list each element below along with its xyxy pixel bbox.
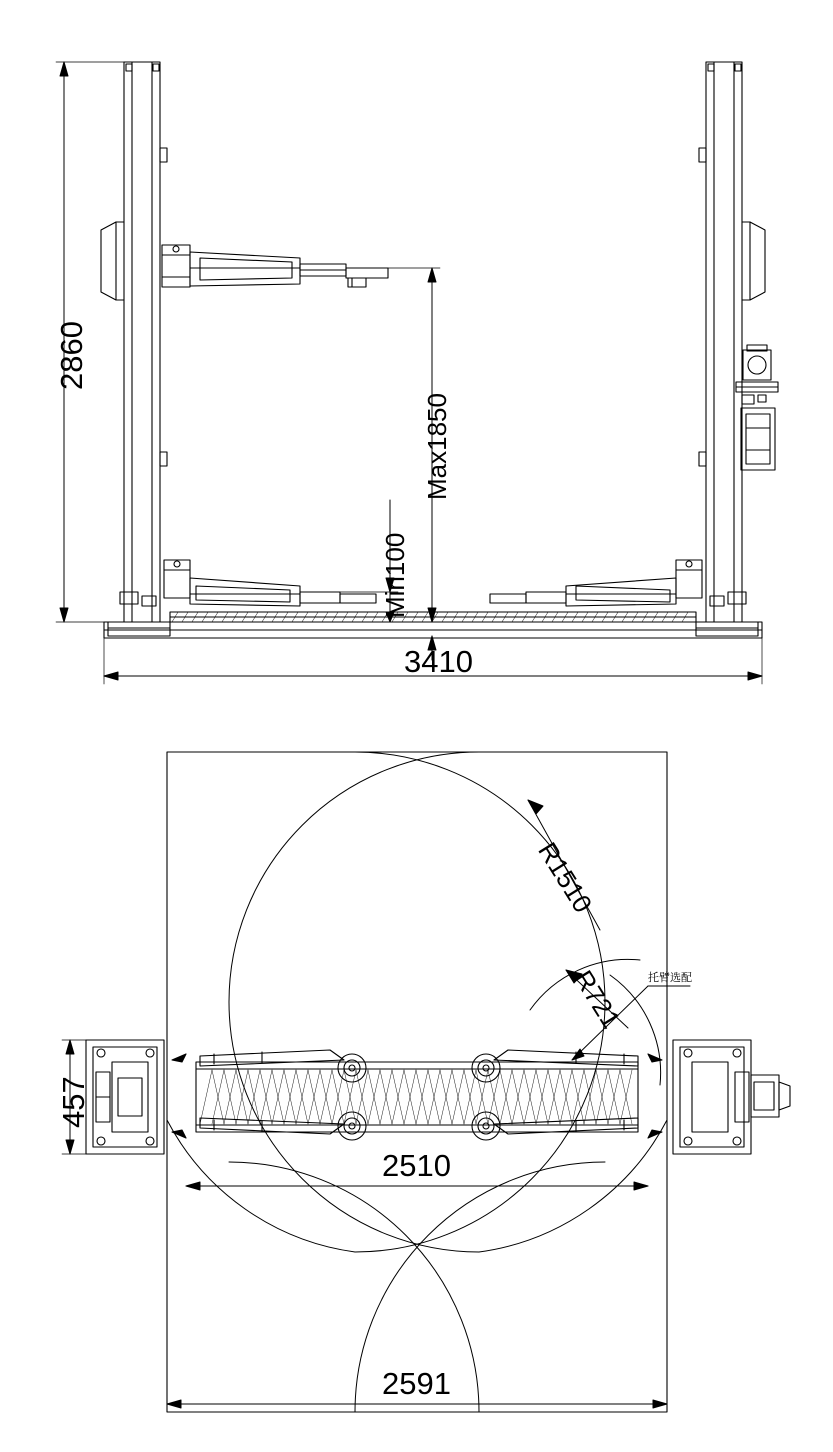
top-plan-group xyxy=(86,752,790,1412)
dimension-radius-long-arm: R1510 xyxy=(532,836,599,918)
front-elevation-group xyxy=(101,62,778,638)
top-dimension-lines xyxy=(62,800,690,1408)
dimension-overall-depth: 2591 xyxy=(382,1366,451,1401)
dimension-overall-width: 3410 xyxy=(404,644,473,679)
dimension-inner-width: 2510 xyxy=(382,1148,451,1183)
dimension-overall-height: 2860 xyxy=(54,321,89,390)
dimension-max-lift-height: Max1850 xyxy=(422,393,452,500)
dimension-radius-short-arm: R721 xyxy=(568,964,627,1034)
dimension-post-depth: 457 xyxy=(56,1076,91,1128)
note-arm-option: 托臂选配 xyxy=(648,971,692,984)
dimension-min-lift-height: Min100 xyxy=(380,532,410,618)
